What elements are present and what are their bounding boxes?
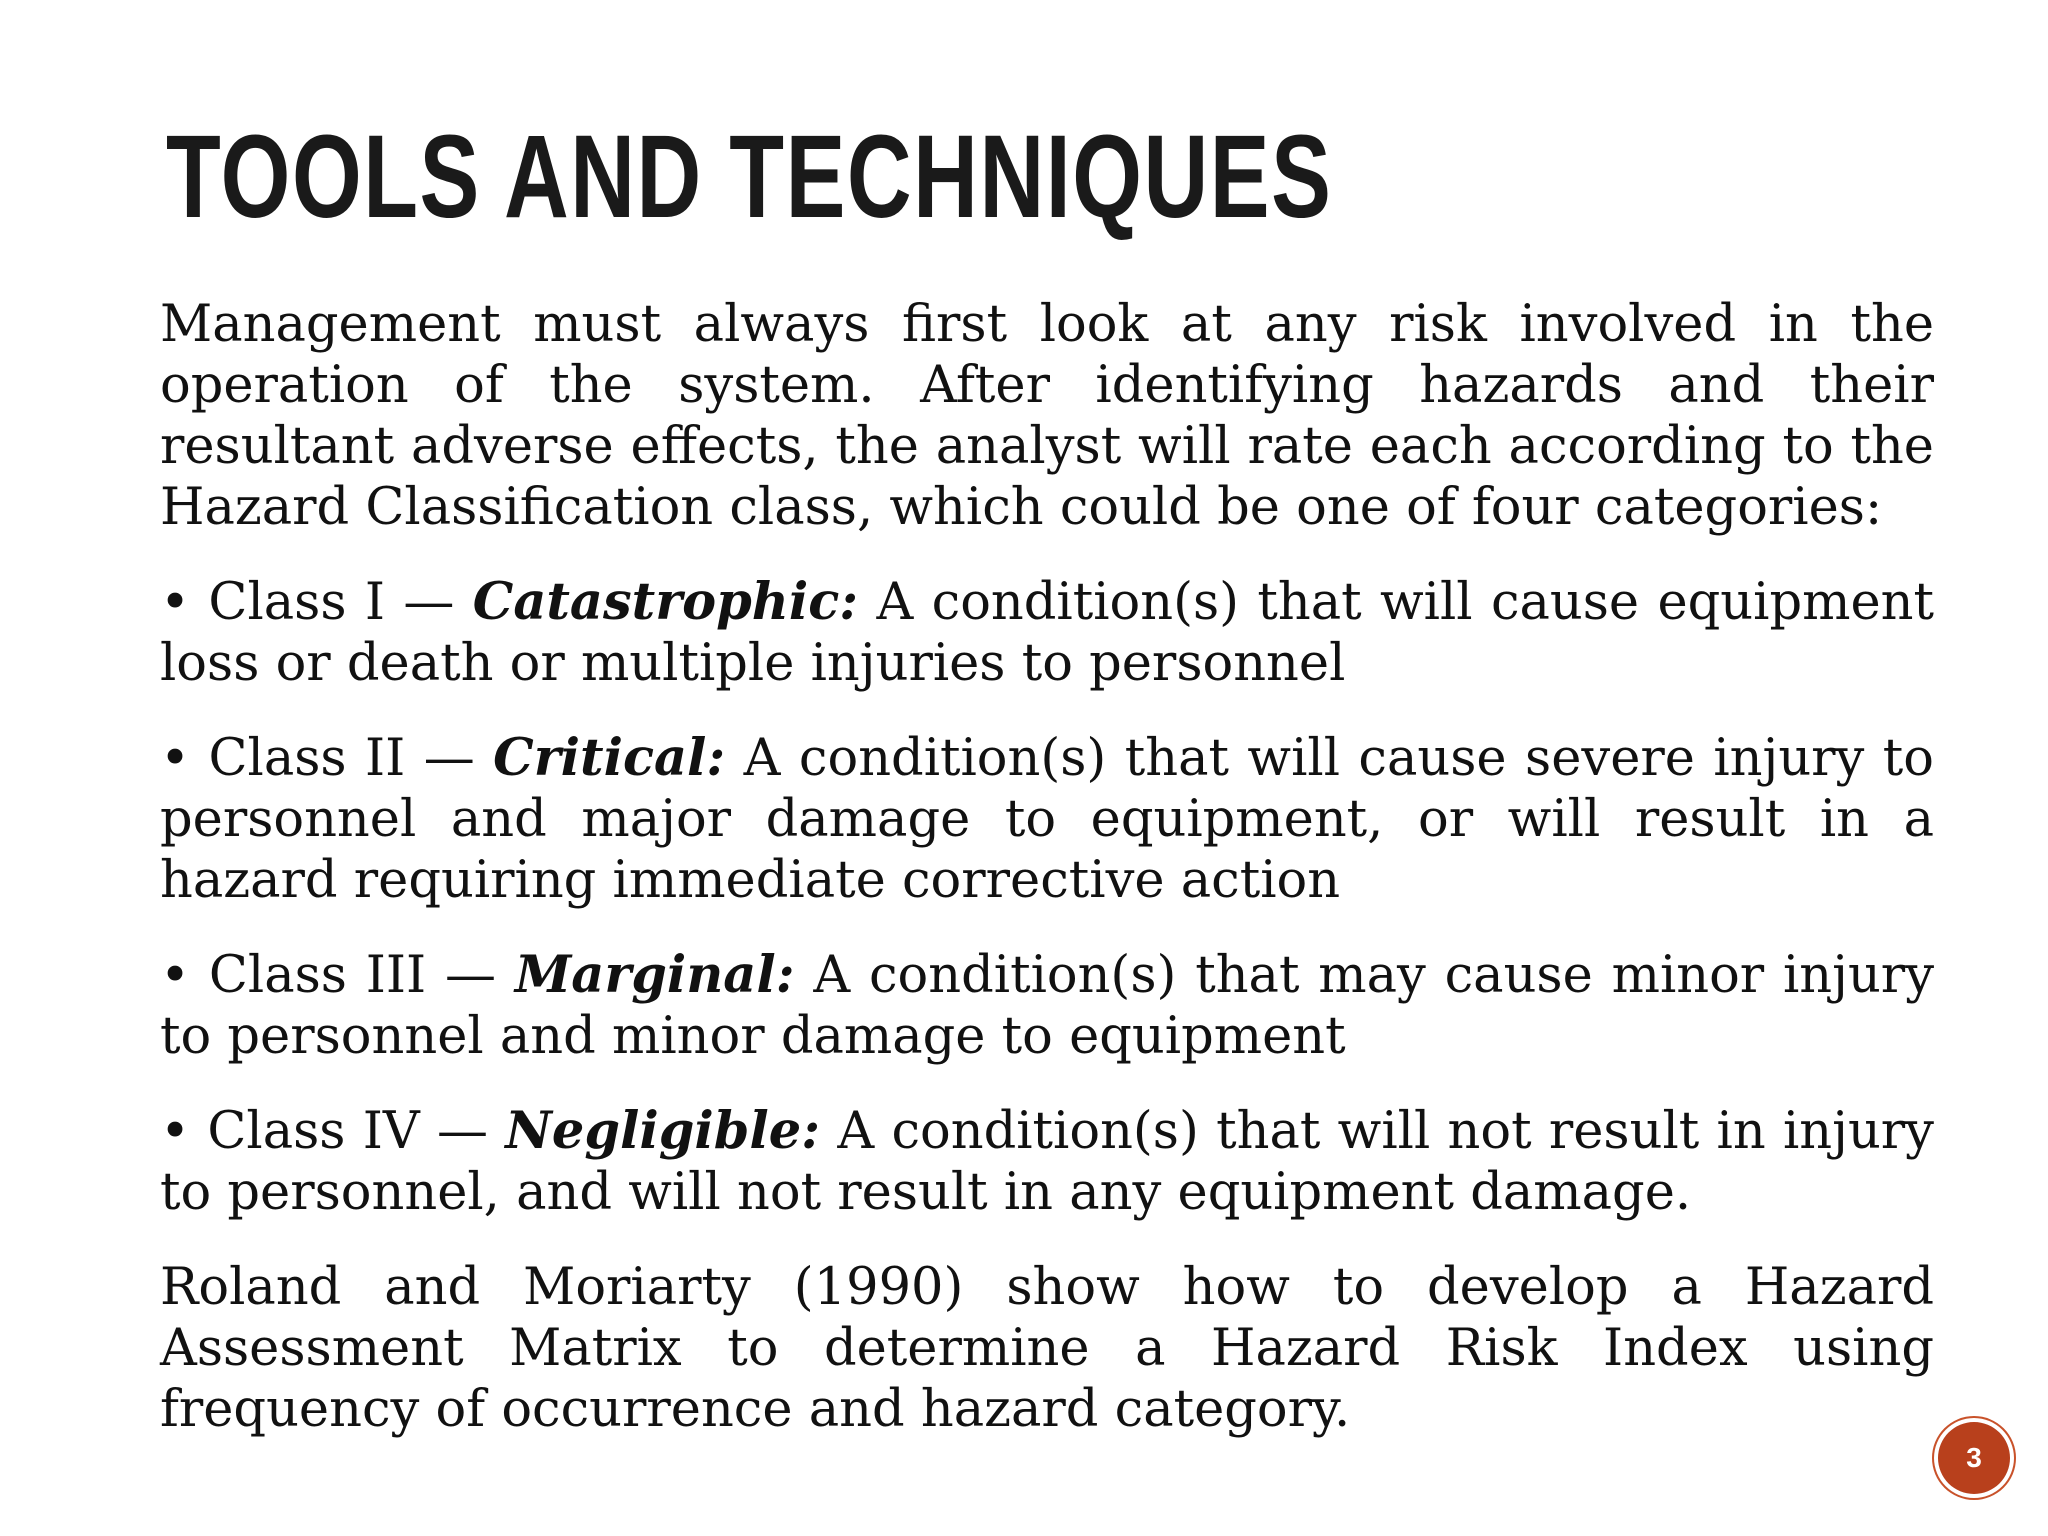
class-item (160, 1101, 1934, 1223)
slide-title: TOOLS AND TECHNIQUES (166, 111, 1333, 243)
class-term: Critical: (493, 728, 726, 788)
class-description: A condition(s) that will not result in injury to personnel, and will not result in any equipment damage. (160, 1102, 1934, 1222)
class-item (160, 728, 1934, 911)
class-prefix: • Class II — (160, 729, 494, 788)
page-number: 3 (1966, 1442, 1982, 1473)
class-description: A condition(s) that may cause minor injury to personnel and minor damage to equipment (160, 946, 1935, 1066)
intro-paragraph: Management must always first look at any risk involved in the operation of the system. After identifying hazards and their resultant adverse effects, the analyst will rate each according to the Hazard Classification class, which could be one of four categories: (160, 295, 1934, 537)
conclusion-paragraph: Roland and Moriarty (1990) show how to develop a Hazard Assessment Matrix to determine a Hazard Risk Index using frequency of occurrence and hazard category. (160, 1258, 1934, 1439)
class-prefix: • Class I — (160, 573, 473, 632)
class-item (160, 572, 1934, 694)
class-term: Marginal: (514, 945, 795, 1005)
class-prefix: • Class IV — (160, 1102, 506, 1161)
page-number-badge (1934, 1418, 2014, 1498)
class-term: Catastrophic: (472, 572, 859, 632)
class-description: A condition(s) that will cause severe injury to personnel and major damage to equipment, or will result in a hazard requiring immediate corrective action (160, 729, 1934, 910)
class-prefix: • Class III — (160, 946, 515, 1005)
class-item (160, 945, 1934, 1067)
class-description: A condition(s) that will cause equipment loss or death or multiple injuries to personnel (160, 573, 1934, 693)
class-term: Negligible: (505, 1101, 821, 1161)
slide-body (160, 294, 1934, 1474)
